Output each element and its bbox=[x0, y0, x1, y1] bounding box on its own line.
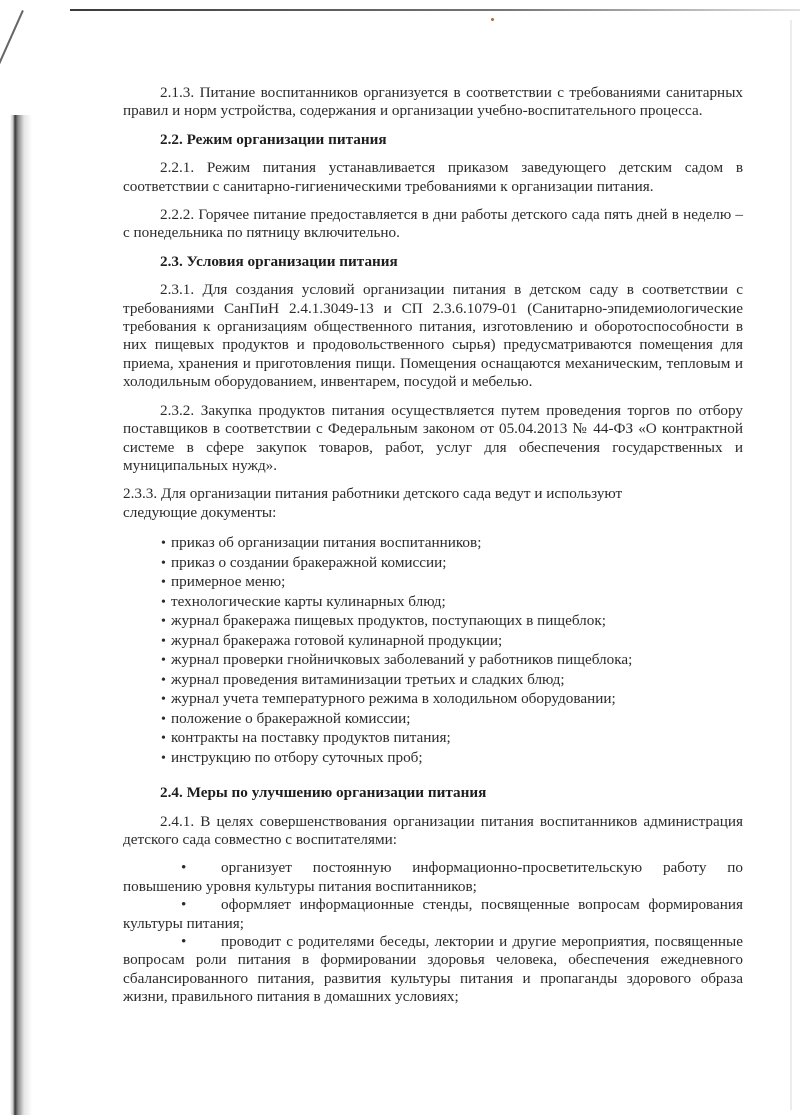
list-item bbox=[123, 896, 743, 933]
list-item: • приказ об организации питания воспитанников; bbox=[161, 534, 743, 554]
list-item bbox=[123, 859, 743, 896]
paragraph-2-4-1: 2.4.1. В целях совершенствования организации питания воспитанников администрация детского сада совместно с воспитателями: bbox=[123, 812, 743, 848]
list-item: • журнал проведения витаминизации третьих и сладких блюд; bbox=[161, 671, 743, 691]
heading-2-3: 2.3. Условия организации питания bbox=[160, 252, 398, 270]
list-item: • журнал бракеража пищевых продуктов, поступающих в пищеблок; bbox=[161, 612, 743, 632]
paragraph-2-2-2: 2.2.2. Горячее питание предоставляется в дни работы детского сада пять дней в неделю – с понедельника по пятницу включительно. bbox=[123, 206, 743, 242]
list-item: • технологические карты кулинарных блюд; bbox=[161, 593, 743, 613]
paragraph-2-3-2: 2.3.2. Закупка продуктов питания осуществляется путем проведения торгов по отбору поставщиков в соответствии с Федеральным законом от 05.04.2013 № 44-ФЗ «О контрактной системе в сфере закупок товаров, работ, услуг для обеспечения государственных и муниципальных нужд». bbox=[123, 401, 743, 474]
paragraph-2-2-1: 2.2.1. Режим питания устанавливается приказом заведующего детским садом в соответствии с санитарно-гигиеническими требованиями к организации питания. bbox=[123, 159, 743, 195]
scan-edge-right bbox=[790, 20, 792, 1110]
list-item-text: организует постоянную информационно-просветительскую работу по повышению уровня культуры питания воспитанников; bbox=[123, 859, 743, 895]
list-item: • журнал учета температурного режима в холодильном оборудовании; bbox=[161, 690, 743, 710]
measures-list bbox=[123, 859, 743, 1006]
scan-edge-left bbox=[10, 115, 32, 1115]
list-item: • приказ о создании бракеражной комиссии; bbox=[161, 554, 743, 574]
heading-2-4: 2.4. Меры по улучшению организации питания bbox=[160, 784, 487, 802]
list-item: • положение о бракеражной комиссии; bbox=[161, 710, 743, 730]
paragraph-2-3-1: 2.3.1. Для создания условий организации питания в детском саду в соответствии с требованиями СанПиН 2.4.1.3049-13 и СП 2.3.6.1079-01 (Санитарно-эпидемиологические требования к организациям общественного питания, изготовлению и оборотоспособности в них пищевых продуктов и продовольственного сырья) предусматриваются помещения для приема, хранения и приготовления пищи. Помещения оснащаются механическим, тепловым и холодильным оборудованием, инвентарем, посудой и мебелью. bbox=[123, 281, 743, 391]
paragraph-2-3-3 bbox=[123, 485, 743, 522]
list-item: • примерное меню; bbox=[161, 573, 743, 593]
document-page bbox=[123, 84, 743, 1007]
paragraph-2-3-3-line-1: 2.3.3. Для организации питания работники детского сада ведут и используют bbox=[123, 485, 623, 503]
list-item bbox=[123, 933, 743, 1007]
list-item-text: оформляет информационные стенды, посвященные вопросам формирования культуры питания; bbox=[123, 896, 743, 932]
list-item-text: проводит с родителями беседы, лектории и другие мероприятия, посвященные вопросам роли питания в формировании здоровья человека, обеспечения ежедневного сбалансированного питания, развития культуры питания и пропаганды здорового образа жизни, правильного питания в домашних условиях; bbox=[123, 932, 743, 1006]
list-item: • контракты на поставку продуктов питания; bbox=[161, 729, 743, 749]
paragraph-2-3-3-line-2: следующие документы: bbox=[123, 503, 277, 521]
list-item: • журнал бракеража готовой кулинарной продукции; bbox=[161, 632, 743, 652]
list-item: • журнал проверки гнойничковых заболеваний у работников пищеблока; bbox=[161, 651, 743, 671]
bullet-icon: • bbox=[181, 896, 187, 914]
paragraph-2-1-3: 2.1.3. Питание воспитанников организуется в соответствии с требованиями санитарных правил и норм устройства, содержания и организации учебно-воспитательного процесса. bbox=[123, 84, 743, 120]
scan-edge-top bbox=[70, 9, 800, 11]
bullet-icon: • bbox=[181, 859, 187, 877]
scan-speck bbox=[491, 18, 494, 21]
list-item: • инструкцию по отбору суточных проб; bbox=[161, 749, 743, 769]
heading-2-2: 2.2. Режим организации питания bbox=[160, 130, 387, 148]
bullet-icon: • bbox=[181, 932, 187, 950]
scan-folded-corner bbox=[0, 10, 24, 116]
documents-list bbox=[123, 534, 743, 768]
